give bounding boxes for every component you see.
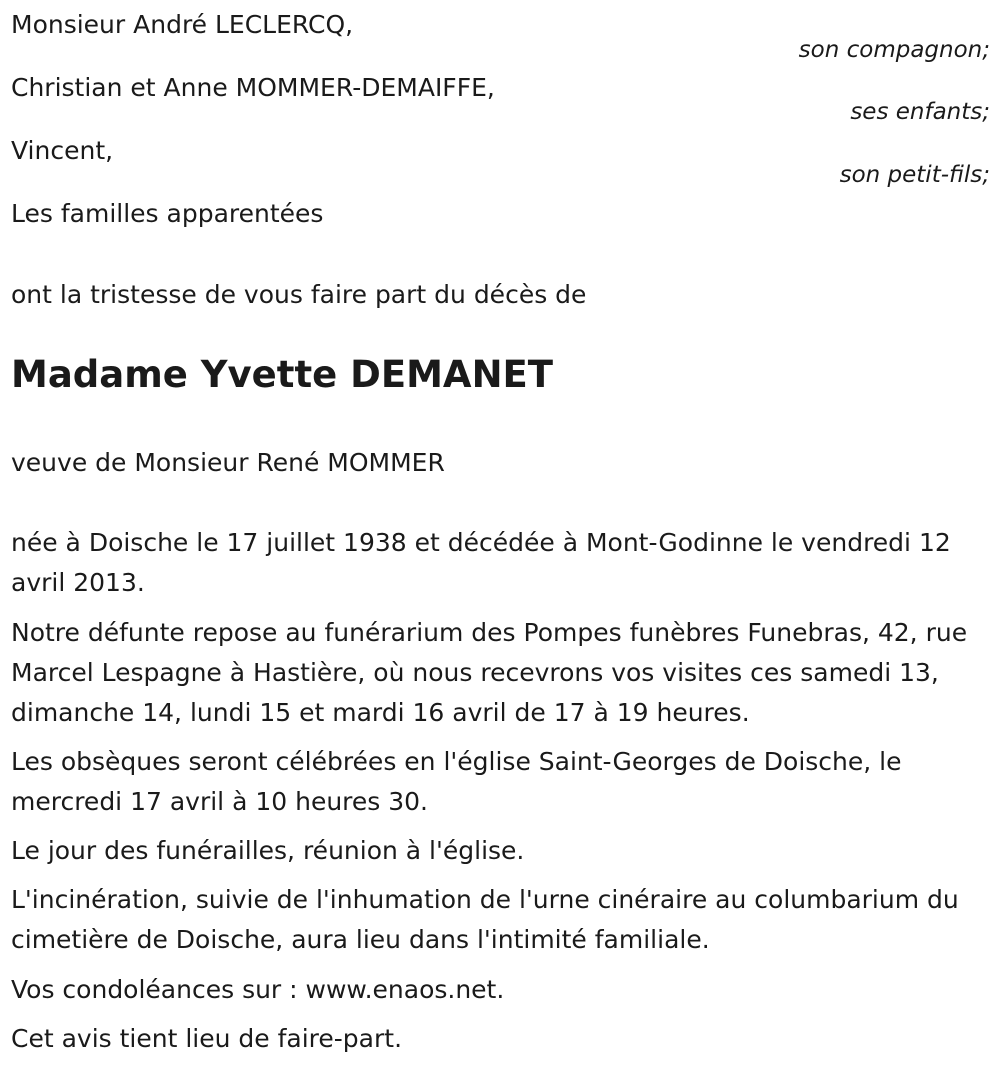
family-name-2: Christian et Anne MOMMER-DEMAIFFE,	[11, 73, 495, 102]
family-name-3: Vincent,	[11, 136, 114, 165]
family-role-1: son compagnon;	[798, 37, 990, 63]
paragraph-cremation: L'incinération, suivie de l'inhumation de l'urne cinéraire au columbarium du cimetière de Doische, aura lieu dans l'intimité familiale.	[11, 885, 959, 954]
family-role-3: son petit-fils;	[839, 162, 990, 188]
paragraph-condolences: Vos condoléances sur : www.enaos.net.	[11, 975, 505, 1004]
widow-of-text: veuve de Monsieur René MOMMER	[11, 448, 445, 477]
paragraph-funerarium: Notre défunte repose au funérarium des Pompes funèbres Funebras, 42, rue Marcel Lespagne à Hastière, où nous recevrons vos visites ces samedi 13, dimanche 14, lundi 15 et mardi 16 avril de 17 à 19 heures.	[11, 618, 968, 727]
paragraph-meeting: Le jour des funérailles, réunion à l'église.	[11, 836, 525, 865]
family-name-4: Les familles apparentées	[11, 199, 324, 228]
paragraph-funeral: Les obsèques seront célébrées en l'église Saint-Georges de Doische, le mercredi 17 avril à 10 heures 30.	[11, 747, 902, 816]
paragraph-birth-death: née à Doische le 17 juillet 1938 et décédée à Mont-Godinne le vendredi 12 avril 2013.	[11, 528, 951, 597]
announcement-text: ont la tristesse de vous faire part du décès de	[11, 280, 587, 309]
deceased-name: Madame Yvette DEMANET	[11, 353, 554, 396]
paragraph-notice: Cet avis tient lieu de faire-part.	[11, 1024, 403, 1053]
family-name-1: Monsieur André LECLERCQ,	[11, 10, 354, 39]
family-role-2: ses enfants;	[850, 99, 990, 125]
